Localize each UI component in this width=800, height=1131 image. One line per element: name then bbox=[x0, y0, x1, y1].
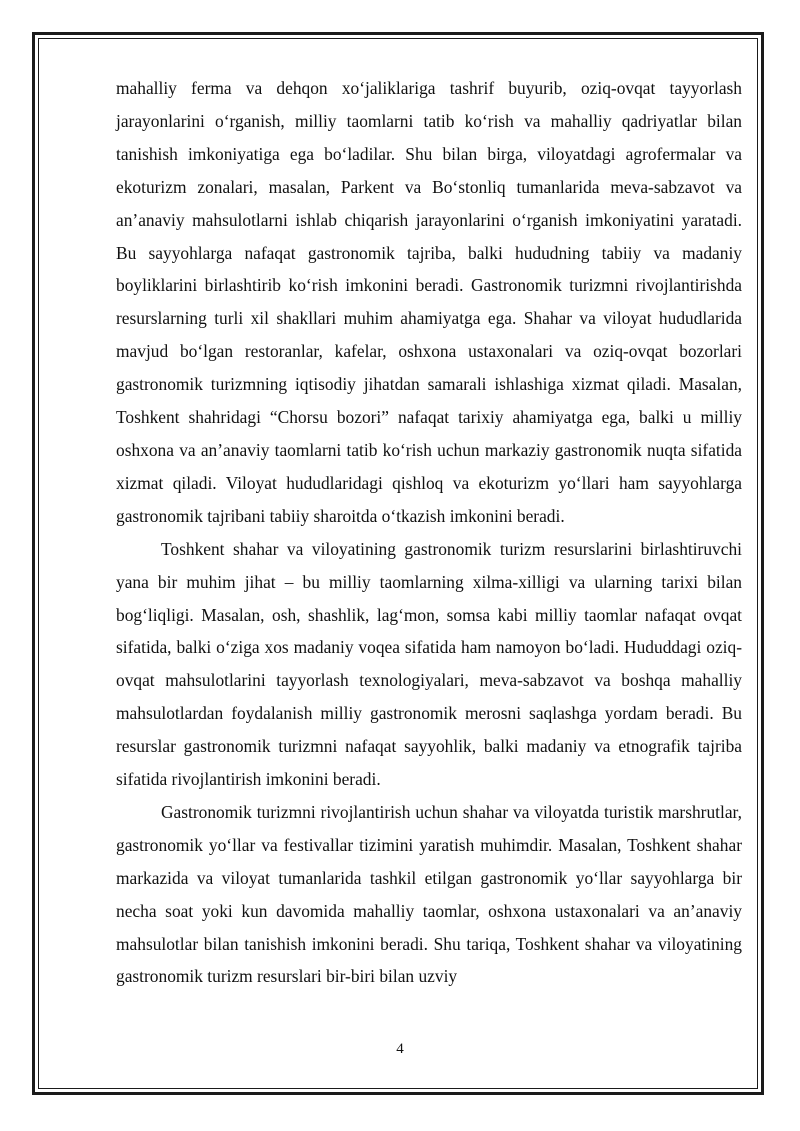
paragraph-national-dishes: Toshkent shahar va viloyatining gastronomik turizm resurslarini birlashtiruvchi yana bir muhim jihat – bu milliy taomlarning xilma-xilligi va ularning tarixi bilan bog‘liqligi. Masalan, osh, shashlik, lag‘mon, somsa kabi milliy taomlar nafaqat ovqat sifatida, balki o‘ziga xos madaniy voqea sifatida ham namoyon bo‘ladi. Hududdagi oziq-ovqat mahsulotlarini tayyorlash texnologiyalari, meva-sabzavot va boshqa mahalliy mahsulotlardan foydalanish milliy gastronomik merosni saqlashga yordam beradi. Bu resurslar gastronomik turizmni nafaqat sayyohlik, balki madaniy va etnografik tajriba sifatida rivojlantirish imkonini beradi. bbox=[116, 538, 742, 790]
paragraph-continuation: mahalliy ferma va dehqon xo‘jaliklariga tashrif buyurib, oziq-ovqat tayyorlash jarayonlarini o‘rganish, milliy taomlarni tatib ko‘rish va mahalliy qadriyatlar bilan tanishish imkoniyatiga ega bo‘ladilar. Shu bilan birga, viloyatdagi agrofermalar va ekoturizm zonalari, masalan, Parkent va Bo‘stonliq tumanlarida meva-sabzavot va an’anaviy mahsulotlarni ishlab chiqarish jarayonlarini o‘rganish imkoniyatini yaratadi. Bu sayyohlarga nafaqat gastronomik tajriba, balki hududning tabiiy va madaniy boyliklarini birlashtirib ko‘rish imkonini beradi. Gastronomik turizmni rivojlantirishda resurslarning turli xil shakllari muhim ahamiyatga ega. Shahar va viloyat hududlarida mavjud bo‘lgan restoranlar, kafelar, oshxona ustaxonalari va oziq-ovqat bozorlari gastronomik turizmning iqtisodiy jihatdan samarali ishlashiga xizmat qiladi. Masalan, Toshkent shahridagi “Chorsu bozori” nafaqat tarixiy ahamiyatga ega, balki u milliy oshxona va an’anaviy taomlarni tatib ko‘rish uchun markaziy gastronomik nuqta sifatida xizmat qiladi. Viloyat hududlaridagi qishloq va ekoturizm yo‘llari ham sayyohlarga gastronomik tajribani tabiiy sharoitda o‘tkazish imkonini beradi. bbox=[116, 78, 742, 526]
document-body bbox=[116, 72, 742, 993]
page-number: 4 bbox=[396, 1041, 404, 1057]
paragraph-gastronomic-routes: Gastronomik turizmni rivojlantirish uchun shahar va viloyatda turistik marshrutlar, gastronomik yo‘llar va festivallar tizimini yaratish muhimdir. Masalan, Toshkent shahar markazida va viloyat tumanlarida tashkil etilgan gastronomik yo‘llar sayyohlarga bir necha soat yoki kun davomida mahalliy taomlar, oshxona ustaxonalari va an’anaviy mahsulotlar bilan tanishish imkonini beradi. Shu tariqa, Toshkent shahar va viloyatining gastronomik turizm resurslari bir-biri bilan uzviy bbox=[116, 801, 742, 987]
